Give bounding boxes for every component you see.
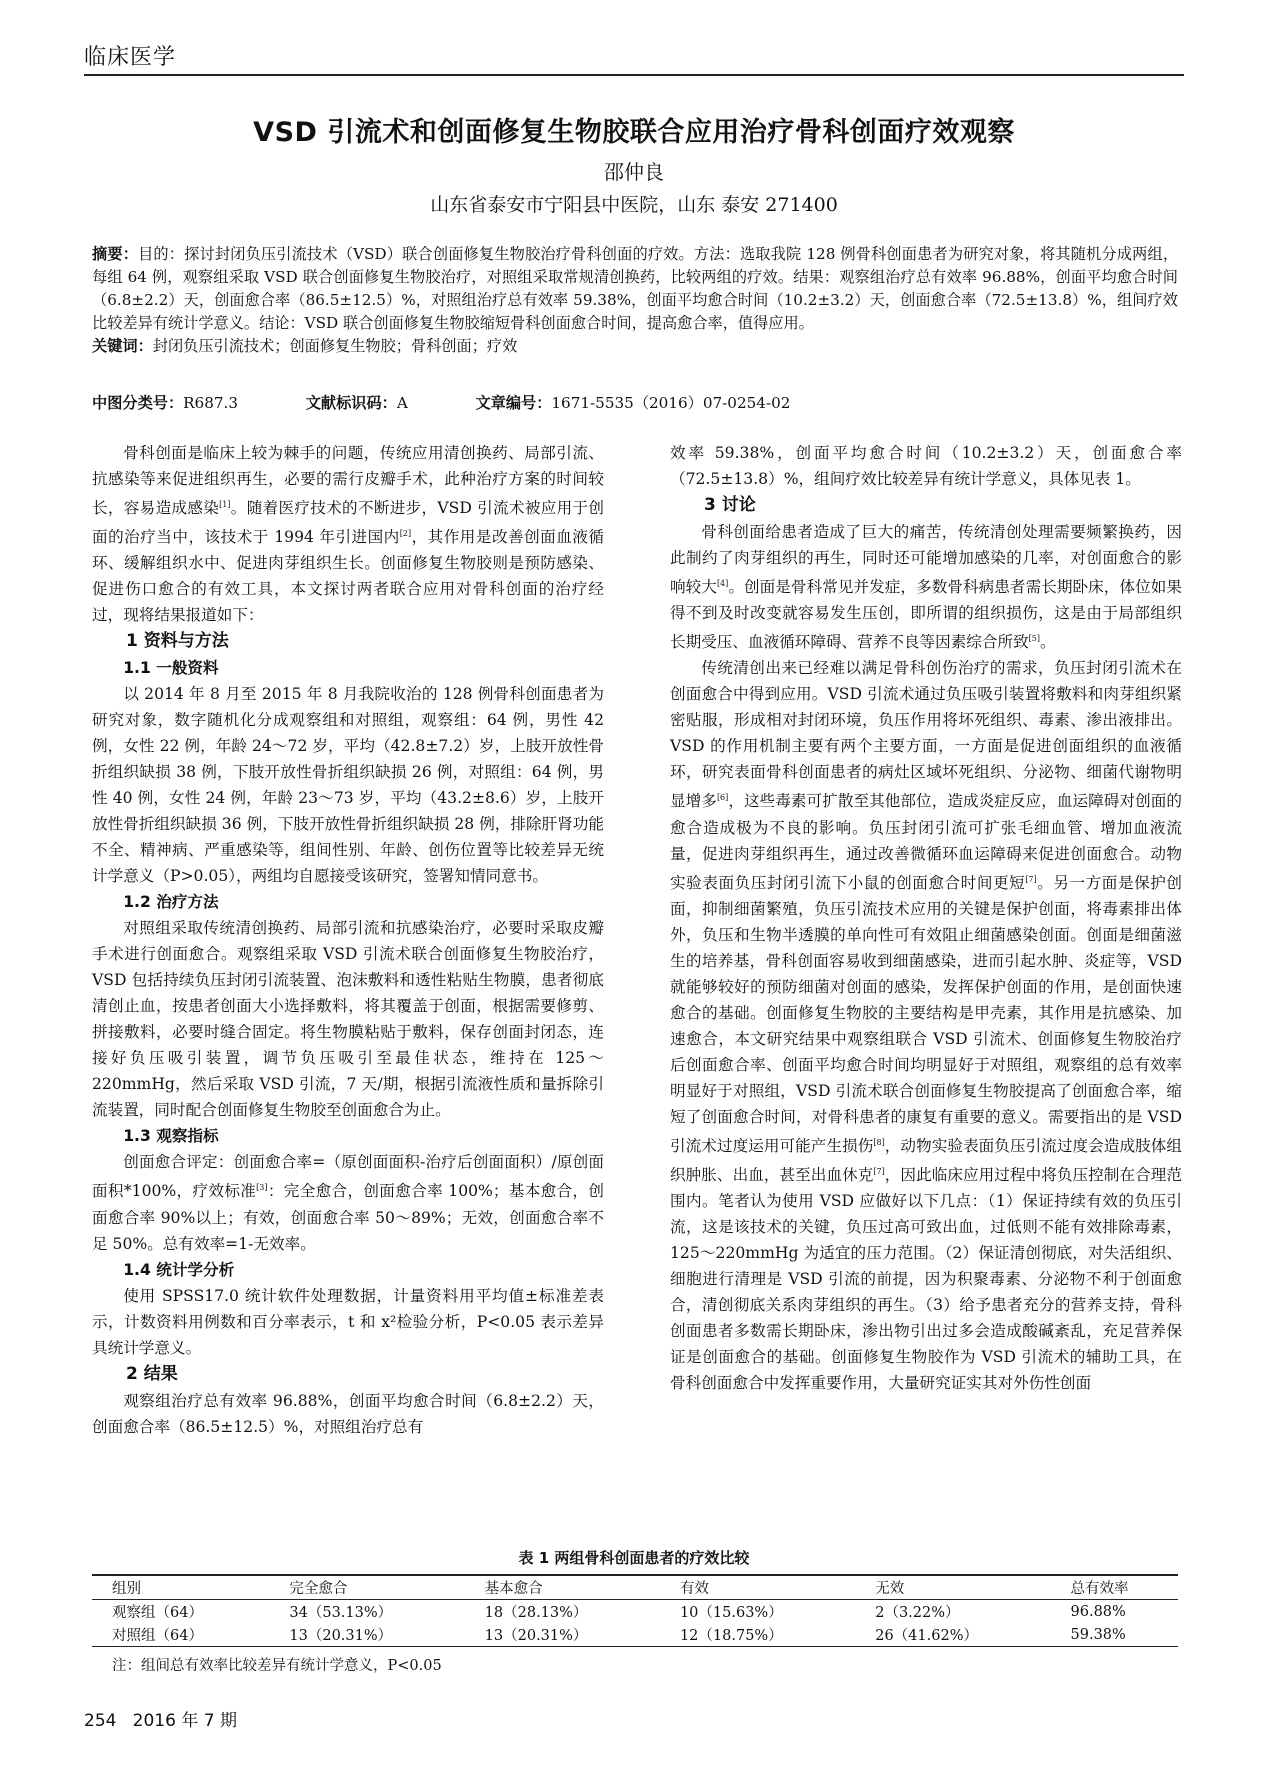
article-number-label: 文章编号： xyxy=(475,394,552,412)
table-row xyxy=(92,1600,1178,1624)
page-number: 254 xyxy=(84,1711,117,1731)
header-rule xyxy=(84,74,1184,76)
subsection-heading: 1.3 观察指标 xyxy=(123,1127,219,1146)
table-cell: 2（3.22%） xyxy=(875,1605,960,1621)
table-cell: 13（20.31%） xyxy=(465,1623,660,1647)
journal-section-header: 临床医学 xyxy=(84,45,177,70)
paragraph: 骨科创面给患者造成了巨大的痛苦，传统清创处理需要频繁换药，因此制约了肉芽组织的再生，同时还可能增加感染的几率，对创面愈合的影响较大[4]。创面是骨科常见并发症，多数骨科病患者需长期卧床，体位如果得不到及时改变就容易发生压创，即所谓的组织损伤，这是由于局部组织长期受压、血液循环障碍、营养不良等因素综合所致[5]。 xyxy=(670,523,1182,652)
abstract-label: 摘要： xyxy=(92,245,139,263)
clc-value: R687.3 xyxy=(183,394,239,412)
paragraph: 观察组治疗总有效率 96.88%，创面平均愈合时间（6.8±2.2）天，创面愈合率（86.5±12.5）%，对照组治疗总有 xyxy=(92,1391,604,1436)
left-column xyxy=(92,440,604,1440)
section-heading: 3 讨论 xyxy=(704,495,756,515)
subsection-heading: 1.2 治疗方法 xyxy=(123,893,219,912)
citation: [5] xyxy=(1028,634,1041,644)
page-footer xyxy=(84,1706,237,1731)
table-header-cell: 有效 xyxy=(660,1575,855,1600)
table-cell: 18（28.13%） xyxy=(484,1605,588,1621)
table-cell: 对照组（64） xyxy=(92,1623,269,1647)
table-cell: 观察组（64） xyxy=(112,1605,203,1621)
subsection-heading: 1.4 统计学分析 xyxy=(123,1260,235,1279)
table-cell: 26（41.62%） xyxy=(855,1623,1050,1647)
citation: [8] xyxy=(873,1137,885,1147)
table-cell: 59.38% xyxy=(1051,1623,1178,1647)
table-note: 注：组间总有效率比较差异有统计学意义，P<0.05 xyxy=(112,1658,442,1674)
keywords-label: 关键词： xyxy=(92,337,153,355)
keywords-text: 封闭负压引流技术；创面修复生物胶；骨科创面；疗效 xyxy=(152,337,518,355)
paragraph: 以 2014 年 8 月至 2015 年 8 月我院收治的 128 例骨科创面患者为研究对象，数字随机化分成观察组和对照组，观察组：64 例，男性 42 例，女性 22 例，年龄 24～72 岁，平均（42.8±7.2）岁，上肢开放性骨折组织缺损 38 例，下肢开放性骨折组织缺损 26 例，对照组：64 例，男性 40 例，女性 24 例，年龄 23～73 岁，平均（43.2±8.6）岁，上肢开放性骨折组织缺损 36 例，下肢开放性骨折组织缺损 28 例，排除肝肾功能不全、精神病、严重感染等，组间性别、年龄、创伤位置等比较差异无统计学意义（P>0.05），两组均自愿接受该研究，签署知情同意书。 xyxy=(92,685,604,886)
doc-code-value: A xyxy=(396,394,408,412)
table-cell: 12（18.75%） xyxy=(660,1623,855,1647)
table-header-cell: 完全愈合 xyxy=(269,1575,464,1600)
citation: [7] xyxy=(873,1166,885,1176)
citation: [2] xyxy=(399,529,412,539)
table-header-row xyxy=(92,1575,1178,1600)
citation: [7] xyxy=(1025,874,1037,884)
abstract-text: 目的：探讨封闭负压引流技术（VSD）联合创面修复生物胶治疗骨科创面的疗效。方法：选取我院 128 例骨科创面患者为研究对象，将其随机分成两组，每组 64 例，观察组采取 VSD 联合创面修复生物胶治疗，对照组采取常规清创换药，比较两组的疗效。结果：观察组治疗总有效率 96.88%，创面平均愈合时间（6.8±2.2）天，创面愈合率（86.5±12.5）%，对照组治疗总有效率 59.38%，创面平均愈合时间（10.2±3.2）天，创面愈合率（72.5±13.8）%，组间疗效比较差异有统计学意义。结论：VSD 联合创面修复生物胶缩短骨科创面愈合时间，提高愈合率，值得应用。 xyxy=(92,245,1179,332)
table-cell: 10（15.63%） xyxy=(679,1605,783,1621)
author: 邵仲良 xyxy=(604,160,664,184)
paragraph: 使用 SPSS17.0 统计软件处理数据，计量资料用平均值±标准差表示，计数资料用例数和百分率表示，t 和 x²检验分析，P<0.05 表示差异具统计学意义。 xyxy=(92,1286,604,1357)
results-table xyxy=(92,1574,1178,1647)
table-cell: 34（53.13%） xyxy=(289,1605,393,1621)
table-header-cell: 总有效率 xyxy=(1051,1575,1178,1600)
table-header-cell: 无效 xyxy=(855,1575,1050,1600)
table-header-cell: 组别 xyxy=(92,1575,269,1600)
table-row xyxy=(92,1623,1178,1647)
issue-date: 2016 年 7 期 xyxy=(132,1711,237,1731)
citation: [1] xyxy=(219,500,231,509)
affiliation: 山东省泰安市宁阳县中医院，山东 泰安 271400 xyxy=(430,194,838,216)
clc-label: 中图分类号： xyxy=(92,394,184,412)
intro-paragraph: 骨科创面是临床上较为棘手的问题，传统应用清创换药、局部引流、抗感染等来促进组织再生，必要的需行皮瓣手术，此种治疗方案的时间较长，容易造成感染[1]。随着医疗技术的不断进步，VSD 引流术被应用于创面的治疗当中，该技术于 1994 年引进国内[2]，其作用是改善创面血液循环、缓解组织水中、促进肉芽组织生长。创面修复生物胶则是预防感染、促进伤口愈合的有效工具，本文探讨两者联合应用对骨科创面的治疗经过，现将结果报道如下： xyxy=(92,444,604,625)
section-heading: 1 资料与方法 xyxy=(126,631,229,652)
table-cell: 13（20.31%） xyxy=(269,1623,464,1647)
citation: [4] xyxy=(716,579,729,588)
citation: [6] xyxy=(716,793,729,803)
doc-code-label: 文献标识码： xyxy=(305,394,397,412)
paragraph-continued: 效率 59.38%，创面平均愈合时间（10.2±3.2）天，创面愈合率（72.5±13.8）%，组间疗效比较差异有统计学意义，具体见表 1。 xyxy=(670,444,1182,488)
article-title: VSD 引流术和创面修复生物胶联合应用治疗骨科创面疗效观察 xyxy=(253,117,1015,148)
table-caption: 表 1 两组骨科创面患者的疗效比较 xyxy=(518,1549,750,1567)
right-column xyxy=(670,440,1182,1396)
section-heading: 2 结果 xyxy=(126,1363,178,1384)
citation: [3] xyxy=(256,1183,268,1193)
subsection-heading: 1.1 一般资料 xyxy=(123,659,219,678)
table-header-cell: 基本愈合 xyxy=(465,1575,660,1600)
classification-line xyxy=(92,392,790,413)
abstract xyxy=(92,243,1178,358)
paragraph: 传统清创出来已经难以满足骨科创伤治疗的需求，负压封闭引流术在创面愈合中得到应用。VSD 引流术通过负压吸引装置将敷料和肉芽组织紧密贴服，形成相对封闭环境，负压作用将坏死组织、毒素、渗出液排出。VSD 的作用机制主要有两个主要方面，一方面是促进创面组织的血液循环，研究表面骨科创面患者的病灶区域坏死组织、分泌物、细菌代谢物明显增多[6]，这些毒素可扩散至其他部位，造成炎症反应，血运障碍对创面的愈合造成极为不良的影响。负压封闭引流可扩张毛细血管、增加血液流量，促进肉芽组织再生，通过改善微循环血运障碍来促进创面愈合。动物实验表面负压封闭引流下小鼠的创面愈合时间更短[7]。另一方面是保护创面，抑制细菌繁殖，负压引流技术应用的关键是保护创面，将毒素排出体外，负压和生物半透膜的单向性可有效阻止细菌感染创面。创面是细菌滋生的培养基，骨科创面容易收到细菌感染，进而引起水肿、炎症等，VSD 就能够较好的预防细菌对创面的感染，发挥保护创面的作用，是创面快速愈合的基础。创面修复生物胶的主要结构是甲壳素，其作用是抗感染、加速愈合，本文研究结果中观察组联合 VSD 引流术、创面修复生物胶治疗后创面愈合率、创面平均愈合时间均明显好于对照组，观察组的总有效率明显好于对照组，VSD 引流术联合创面修复生物胶提高了创面愈合率，缩短了创面愈合时间，对骨科患者的康复有重要的意义。需要指出的是 VSD 引流术过度运用可能产生损伤[8]，动物实验表面负压引流过度会造成肢体组织肿胀、出血，甚至出血休克[7]，因此临床应用过程中将负压控制在合理范围内。笔者认为使用 VSD 应做好以下几点：（1）保证持续有效的负压引流，这是该技术的关键，负压过高可致出血，过低则不能有效排除毒素，125～220mmHg 为适宜的压力范围。（2）保证清创彻底，对失活组织、细胞进行清理是 VSD 引流的前提，因为积聚毒素、分泌物不利于创面愈合，清创彻底关系肉芽组织的再生。（3）给予患者充分的营养支持，骨科创面患者多数需长期卧床，渗出物引出过多会造成酸碱紊乱，充足营养保证是创面愈合的基础。创面修复生物胶作为 VSD 引流术的辅助工具，在骨科创面愈合中发挥重要作用，大量研究证实其对外伤性创面 xyxy=(670,659,1182,1393)
paragraph: 创面愈合评定：创面愈合率=（原创面面积-治疗后创面面积）/原创面面积*100%，疗效标准[3]：完全愈合，创面愈合率 100%；基本愈合，创面愈合率 90%以上；有效，创面愈合率 50～89%；无效，创面愈合率不足 50%。总有效率=1-无效率。 xyxy=(92,1153,604,1253)
paragraph: 对照组采取传统清创换药、局部引流和抗感染治疗，必要时采取皮瓣手术进行创面愈合。观察组采取 VSD 引流术联合创面修复生物胶治疗，VSD 包括持续负压封闭引流装置、泡沫敷料和透性粘贴生物膜，患者彻底清创止血，按患者创面大小选择敷料，将其覆盖于创面，根据需要修剪、拼接敷料，必要时缝合固定。将生物膜粘贴于敷料，保存创面封闭态，连接好负压吸引装置，调节负压吸引至最佳状态，维持在 125～220mmHg，然后采取 VSD 引流，7 天/期，根据引流液性质和量拆除引流装置，同时配合创面修复生物胶至创面愈合为止。 xyxy=(92,919,604,1120)
table-cell: 96.88% xyxy=(1070,1603,1126,1620)
article-number-value: 1671-5535（2016）07-0254-02 xyxy=(551,394,791,412)
